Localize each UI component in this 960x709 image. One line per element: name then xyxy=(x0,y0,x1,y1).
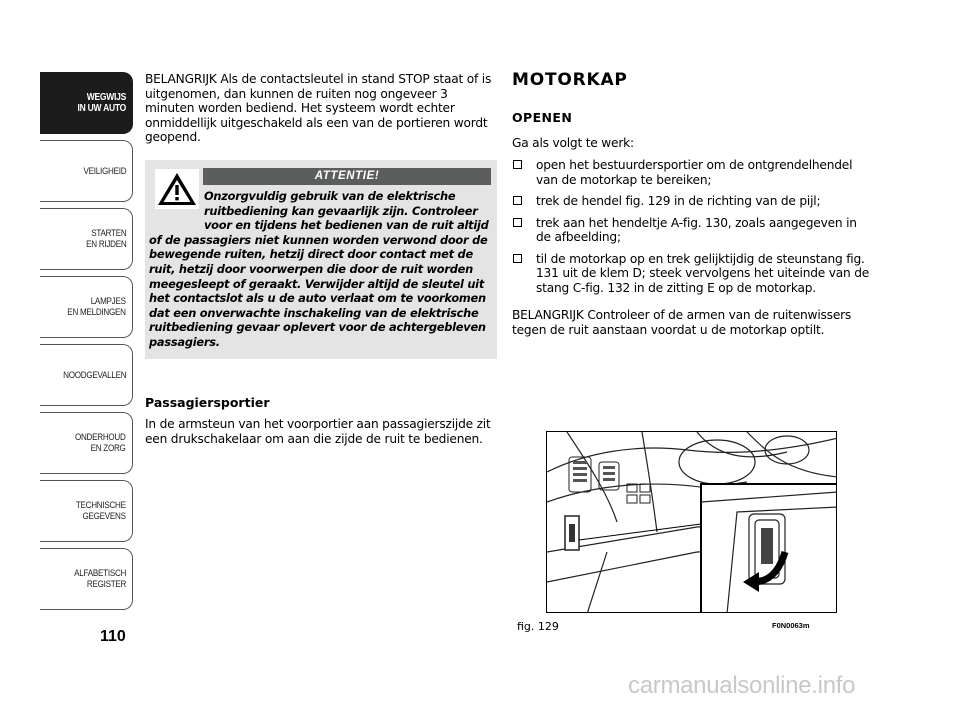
intro-text: Ga als volgt te werk: xyxy=(512,136,634,150)
tab-label: VEILIGHEID xyxy=(83,165,126,177)
checkbox-bullet-icon xyxy=(513,196,522,205)
dashboard-illustration xyxy=(547,432,837,613)
list-item: trek de hendel fig. 129 in de richting van de pijl; xyxy=(512,194,872,209)
tab-label: TECHNISCHE GEGEVENS xyxy=(76,500,126,522)
hood-note: BELANGRIJK Controleer of de armen van de ruitenwissers tegen de ruit aanstaan voordat u de motorkap optilt. xyxy=(512,308,852,337)
steps-list xyxy=(512,158,872,302)
tab-noodgevallen[interactable] xyxy=(40,344,133,406)
warning-header: ATTENTIE! xyxy=(203,168,491,185)
checkbox-bullet-icon xyxy=(513,254,522,263)
figure-code: F0N0063m xyxy=(772,621,810,630)
tab-technische[interactable] xyxy=(40,480,133,542)
tab-label: STARTEN EN RIJDEN xyxy=(85,228,126,250)
tab-lampjes[interactable] xyxy=(40,276,133,338)
tab-veiligheid[interactable] xyxy=(40,140,133,202)
tab-onderhoud[interactable] xyxy=(40,412,133,474)
passenger-heading: Passagiersportier xyxy=(145,395,270,410)
motorkap-section xyxy=(512,70,872,337)
page-number: 110 xyxy=(100,628,126,645)
tab-label: ALFABETISCH REGISTER xyxy=(74,568,126,590)
checkbox-bullet-icon xyxy=(513,218,522,227)
figure-129 xyxy=(546,431,837,613)
tab-label: ONDERHOUD EN ZORG xyxy=(75,432,126,454)
warning-box xyxy=(145,160,497,359)
warning-text xyxy=(145,189,495,350)
checkbox-bullet-icon xyxy=(513,160,522,169)
important-note: BELANGRIJK Als de contactsleutel in stand STOP staat of is uitgenomen, dan kunnen de ruiten nog ongeveer 3 minuten worden bediend. Het systeem wordt echter onmiddellijk uitgeschakeld als een van de portieren wordt geopend. xyxy=(145,72,492,144)
tab-label: WEGWIJS IN UW AUTO xyxy=(77,92,126,114)
tab-wegwijs[interactable] xyxy=(40,72,133,134)
warning-body: Onzorgvuldig gebruik van de elektrische ruitbediening kan gevaarlijk zijn. Controleer voor en tijdens het bedienen van de ruit altijd of de passagiers niet kunnen worden verwond door de bewegende ruiten, hetzij direct door contact met de ruit, hetzij door voorwerpen die door de ruit worden meegesleept of geraakt. Verwijder altijd de sleutel uit het contactslot als u de auto verlaat om te voorkomen dat een onverwachte inschakeling van de elektrische ruitbediening gevaar oplevert voor de achtergebleven passagiers. xyxy=(149,189,489,349)
tab-alfabetisch[interactable] xyxy=(40,548,133,610)
passenger-text: In de armsteun van het voorportier aan passagierszijde zit een drukschakelaar om aan die zijde de ruit te bedienen. xyxy=(145,417,491,446)
watermark-text: carmanualsonline.info xyxy=(628,672,856,699)
list-item: open het bestuurdersportier om de ontgrendelhendel van de motorkap te bereiken; xyxy=(512,158,872,187)
list-item: til de motorkap op en trek gelijktijdig de steunstang fig. 131 uit de klem D; steek vervolgens het uiteinde van de stang C-fig. 132 in de zitting E op de motorkap. xyxy=(512,252,872,296)
subsection-title: OPENEN xyxy=(512,110,573,125)
figure-caption: fig. 129 xyxy=(517,620,559,633)
section-title: MOTORKAP xyxy=(512,70,628,90)
tab-label: NOODGEVALLEN xyxy=(62,369,126,381)
tab-label: LAMPJES EN MELDINGEN xyxy=(67,296,126,318)
tab-starten[interactable] xyxy=(40,208,133,270)
list-item: trek aan het hendeltje A-fig. 130, zoals aangegeven in de afbeelding; xyxy=(512,216,872,245)
